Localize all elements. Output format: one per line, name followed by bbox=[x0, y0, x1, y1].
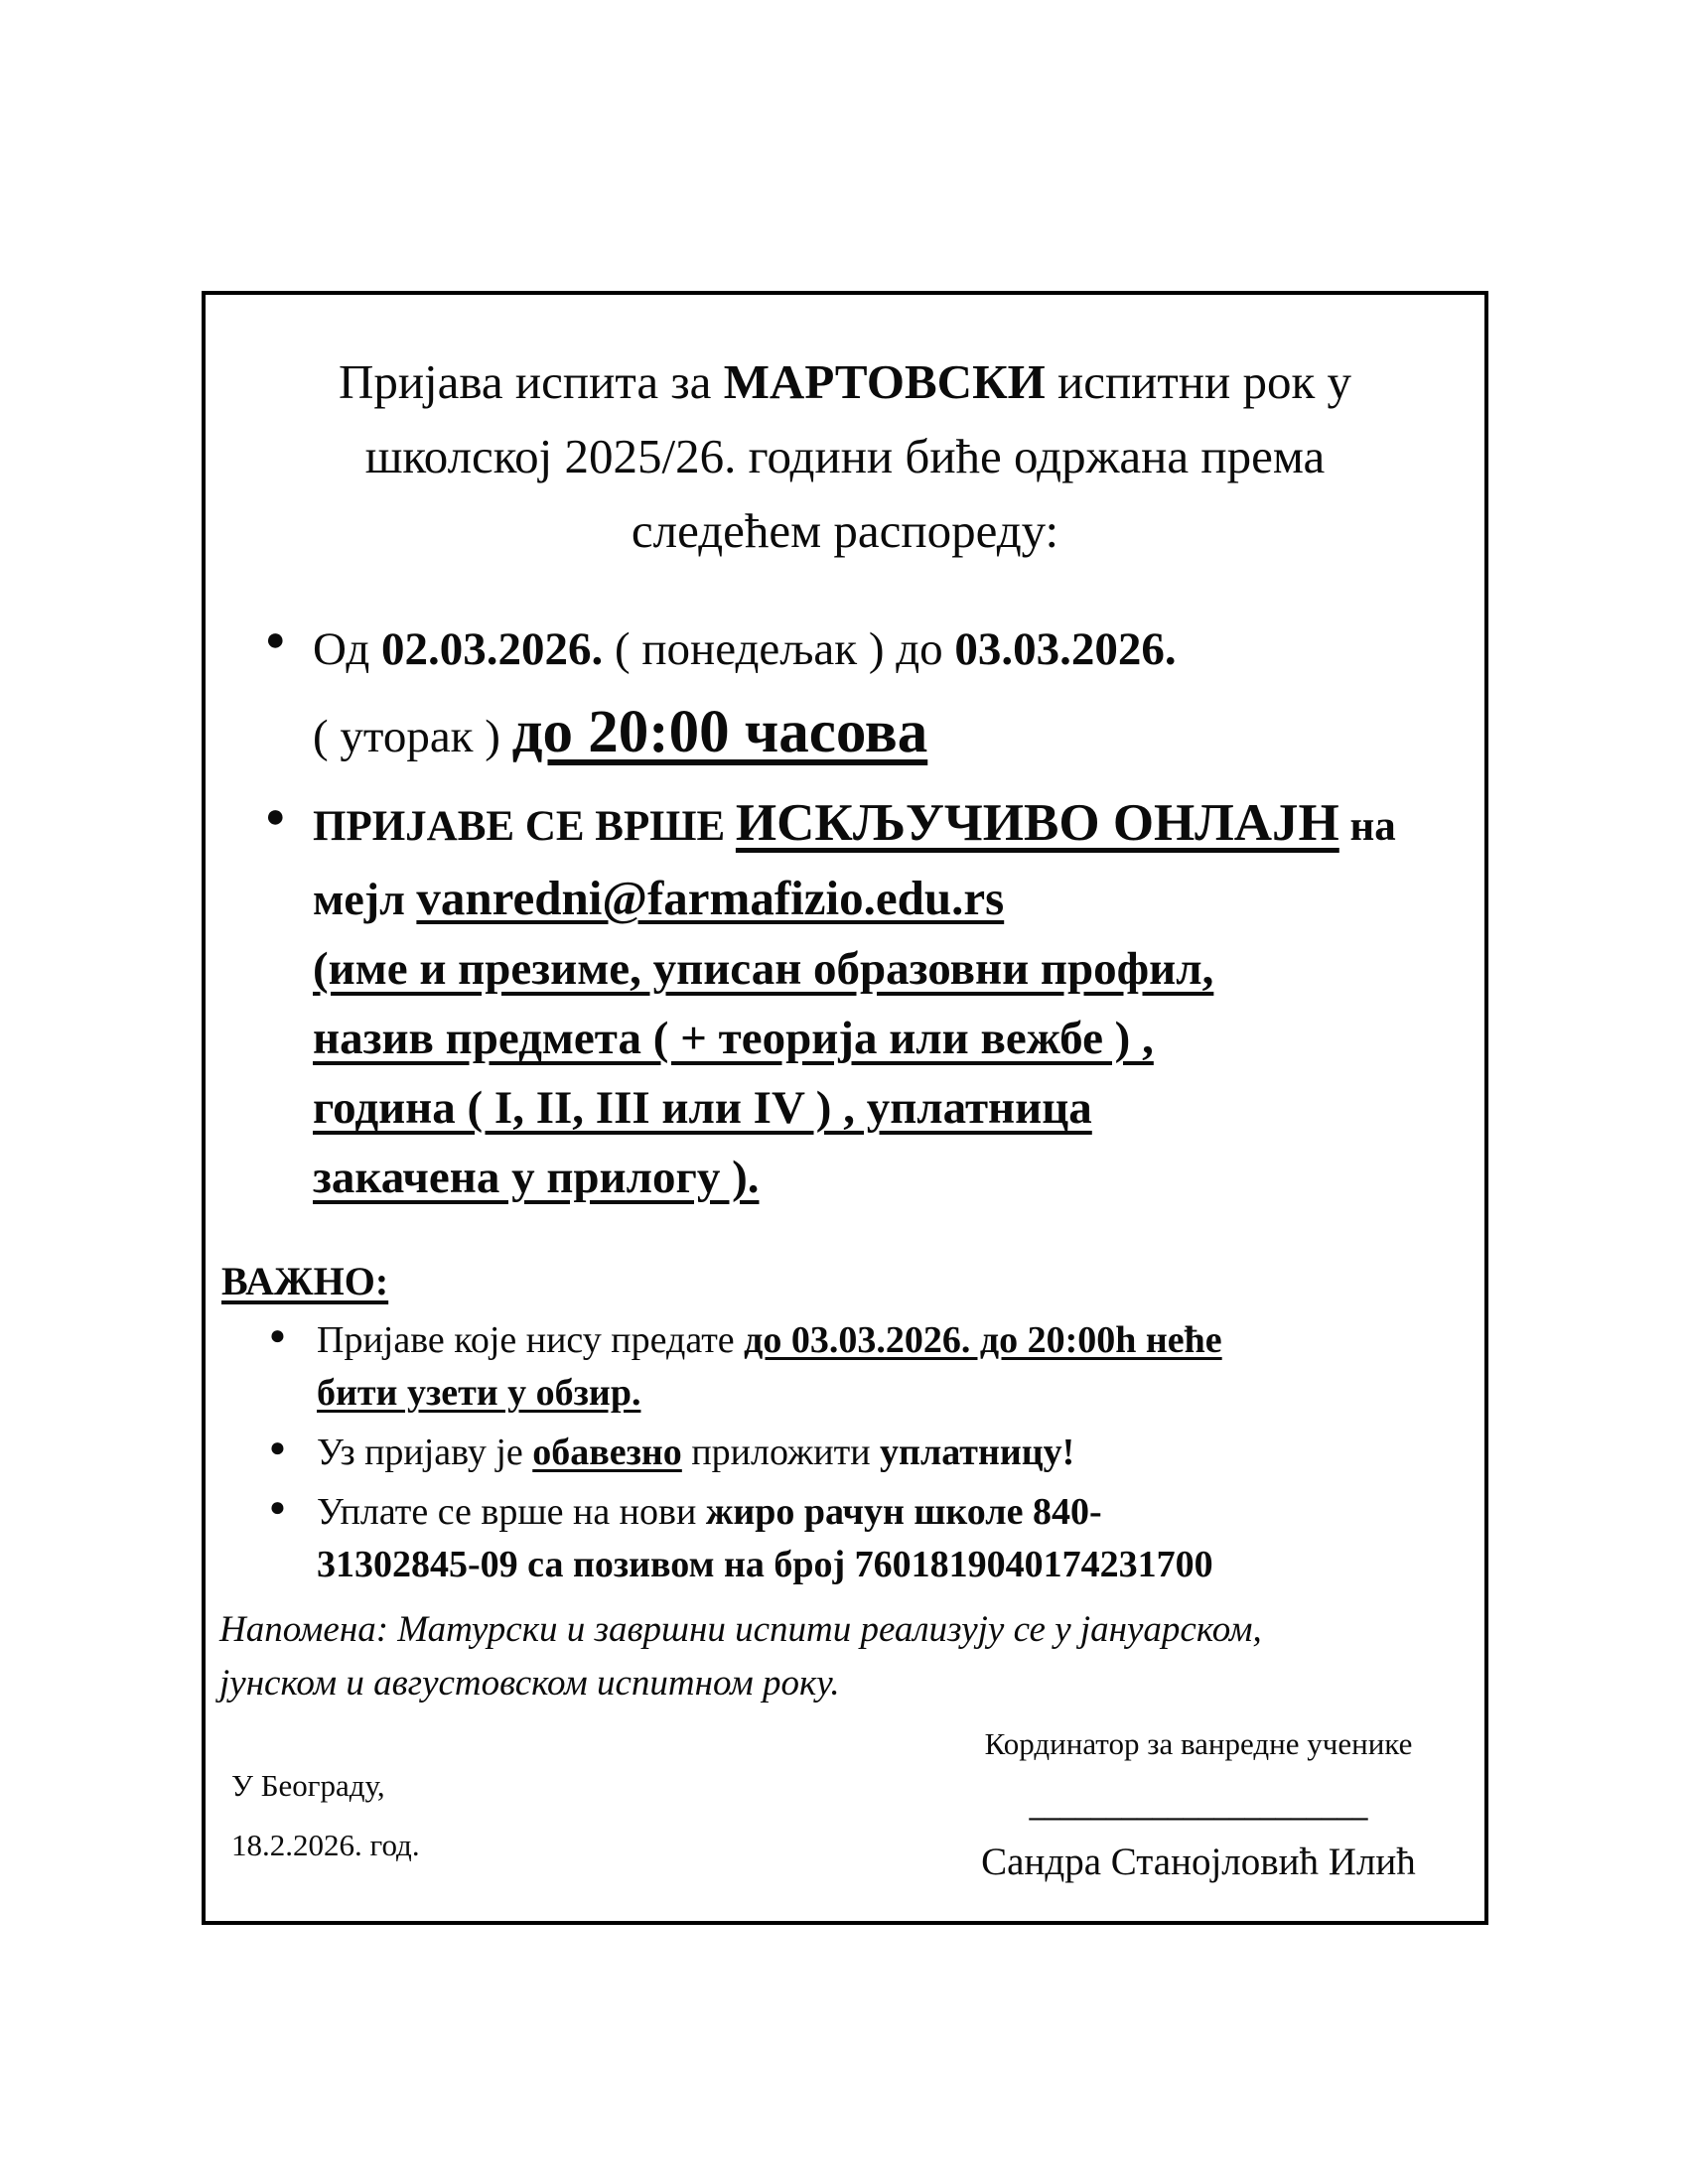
important-section-title: ВАЖНО: bbox=[221, 1259, 389, 1303]
account-label: жиро рачун школе 840- bbox=[705, 1491, 1102, 1533]
payments-text: Уплате се врше на нови bbox=[317, 1491, 706, 1533]
tuesday-label: ( уторак ) bbox=[313, 711, 512, 762]
bullet-dot-icon: ● bbox=[269, 1320, 286, 1351]
late-apps-deadline: до 03.03.2026. до 20:00h неће bbox=[744, 1319, 1222, 1361]
important-item-deadline bbox=[206, 1314, 1484, 1420]
important-item-account bbox=[206, 1486, 1484, 1591]
schedule-item-dates bbox=[206, 610, 1484, 780]
heading-text: Пријава испита за bbox=[338, 354, 724, 409]
date-end: 03.03.2026. bbox=[954, 623, 1177, 675]
applications-label: ПРИЈАВЕ СЕ ВРШЕ bbox=[313, 803, 736, 850]
date-from-label: Од bbox=[313, 623, 381, 675]
requirements-text-1: (име и презиме, уписан образовни профил, bbox=[313, 943, 1214, 995]
heading-month-bold: МАРТОВСКИ bbox=[723, 354, 1046, 409]
requirements-line-3 bbox=[313, 1073, 1484, 1143]
email-line bbox=[313, 864, 1484, 934]
requirements-text-3: година ( I, II, III или IV ) , уплатница bbox=[313, 1082, 1092, 1134]
important-list bbox=[206, 1314, 1484, 1591]
requirements-line-2 bbox=[313, 1004, 1484, 1073]
account-number: 31302845-09 са позивом на број 7601819040174231700 bbox=[317, 1544, 1213, 1585]
signature-block bbox=[940, 1726, 1457, 1884]
notice-heading bbox=[235, 344, 1455, 568]
note-line-1: Напомена: Матурски и завршни испити реализују се у јануарском, bbox=[219, 1609, 1262, 1650]
heading-line3: следећем распореду: bbox=[631, 503, 1059, 558]
note-line-2: јунском и августовском испитном року. bbox=[219, 1663, 840, 1704]
coordinator-name: Сандра Станојловић Илић bbox=[981, 1841, 1416, 1883]
requirements-text-2: назив предмета ( + теорија или вежбе ) , bbox=[313, 1013, 1154, 1064]
note-paragraph bbox=[219, 1603, 1465, 1710]
date-middle: ( понедељак ) до bbox=[603, 623, 955, 675]
attach-text: приложити bbox=[681, 1432, 881, 1473]
heading-text-cont: испитни рок у bbox=[1045, 354, 1352, 409]
payment-slip-emphasis: уплатницу! bbox=[880, 1432, 1075, 1473]
bullet-dot-icon: ● bbox=[269, 1433, 286, 1463]
signature-line: ______________________ bbox=[1029, 1788, 1368, 1823]
schedule-list bbox=[206, 610, 1484, 1212]
important-item-payment-slip bbox=[206, 1427, 1484, 1479]
place-date-block bbox=[231, 1756, 420, 1875]
coordinator-role: Кординатор за ванредне ученике bbox=[984, 1726, 1413, 1761]
online-only-line bbox=[313, 786, 1484, 864]
deadline-time-line bbox=[313, 689, 1484, 780]
bullet-dot-icon: ● bbox=[265, 621, 286, 658]
requirements-line-4 bbox=[313, 1143, 1484, 1212]
on-label: на bbox=[1338, 803, 1396, 850]
place-line: У Београду, bbox=[231, 1768, 385, 1803]
notice-document-frame bbox=[202, 291, 1488, 1925]
heading-line2: школској 2025/26. години биће одржана према bbox=[364, 429, 1326, 483]
bullet-dot-icon: ● bbox=[269, 1492, 286, 1523]
schedule-item-online bbox=[206, 786, 1484, 1212]
online-only-emphasis: ИСКЉУЧИВО ОНЛАЈН bbox=[735, 794, 1339, 852]
mandatory-emphasis: обавезно bbox=[532, 1432, 682, 1473]
deadline-time: до 20:00 часова bbox=[511, 699, 928, 765]
requirements-line-1 bbox=[313, 934, 1484, 1004]
bullet-dot-icon: ● bbox=[265, 798, 286, 835]
with-application-text: Уз пријаву је bbox=[317, 1432, 533, 1473]
date-start: 02.03.2026. bbox=[381, 623, 604, 675]
date-line: 18.2.2026. год. bbox=[231, 1828, 420, 1862]
late-apps-rejected: бити узети у обзир. bbox=[317, 1372, 641, 1414]
date-range-line bbox=[313, 610, 1484, 689]
email-address: vanredni@farmafizio.edu.rs bbox=[416, 871, 1005, 925]
late-apps-text: Пријаве које нису предате bbox=[317, 1319, 745, 1361]
requirements-text-4: закачена у прилогу ). bbox=[313, 1152, 760, 1203]
mail-label: мејл bbox=[313, 874, 417, 924]
